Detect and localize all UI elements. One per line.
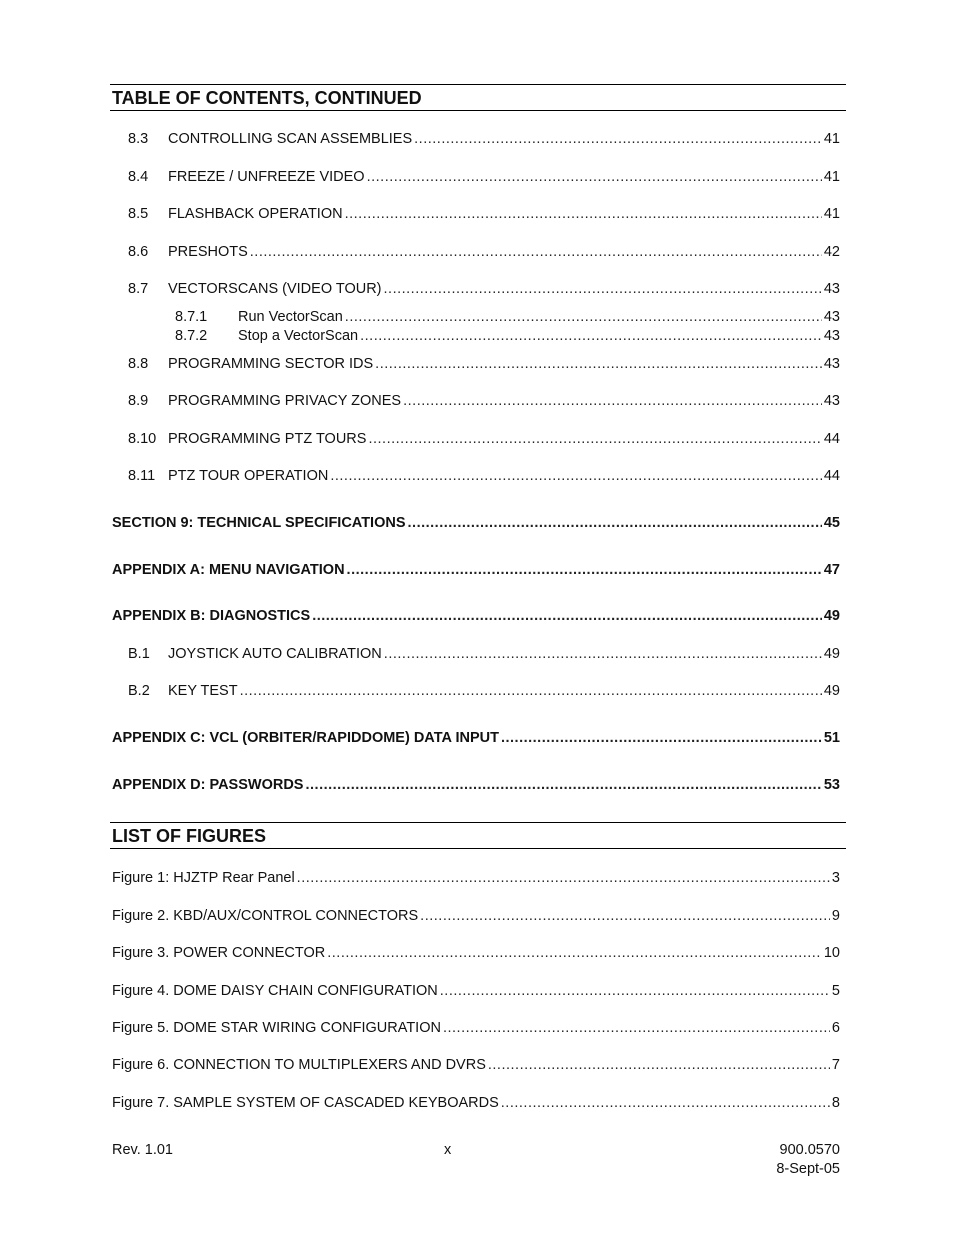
toc-entry-page: 41 xyxy=(823,131,840,147)
figure-entry[interactable] xyxy=(112,1019,840,1037)
toc-entry-label: FLASHBACK OPERATION xyxy=(168,206,343,222)
toc-leader-dots xyxy=(360,328,822,344)
toc-entry-label: KEY TEST xyxy=(168,683,238,699)
figures-header-title: LIST OF FIGURES xyxy=(112,826,267,846)
toc-section-entry[interactable] xyxy=(112,729,840,747)
toc-section-entry[interactable] xyxy=(112,514,840,532)
toc-leader-dots xyxy=(297,869,830,887)
figure-entry[interactable] xyxy=(112,982,840,1000)
toc-entry-number: 8.7.1 xyxy=(175,309,208,325)
toc-entry[interactable] xyxy=(128,130,840,148)
toc-leader-dots xyxy=(501,1094,830,1112)
toc-entry-number: 8.10 xyxy=(128,431,157,447)
figure-entry-label: Figure 4. DOME DAISY CHAIN CONFIGURATION xyxy=(112,983,438,999)
toc-entry-page: 44 xyxy=(823,431,840,447)
figure-entry-label: Figure 3. POWER CONNECTOR xyxy=(112,945,326,961)
toc-entry-label: SECTION 9: TECHNICAL SPECIFICATIONS xyxy=(112,515,406,531)
toc-entry-number: 8.8 xyxy=(128,356,149,372)
toc-entry-page: 49 xyxy=(823,646,840,662)
toc-entry-number: 8.9 xyxy=(128,393,149,409)
figure-entry[interactable] xyxy=(112,1056,840,1074)
toc-entry[interactable] xyxy=(128,645,840,663)
footer-doc-number: 900.0570 xyxy=(779,1142,840,1158)
toc-leader-dots xyxy=(375,355,822,373)
toc-entry-page: 41 xyxy=(823,169,840,185)
toc-entry-page: 41 xyxy=(823,206,840,222)
figure-entry-page: 9 xyxy=(831,908,840,924)
toc-entry-page: 43 xyxy=(823,393,840,409)
toc-entry[interactable] xyxy=(128,430,840,448)
toc-leader-dots xyxy=(347,561,822,579)
toc-leader-dots xyxy=(440,982,830,1000)
toc-leader-dots xyxy=(345,309,822,325)
toc-entry-label: PTZ TOUR OPERATION xyxy=(168,468,329,484)
toc-entry-page: 43 xyxy=(823,356,840,372)
toc-entry-page: 44 xyxy=(823,468,840,484)
figure-entry-label: Figure 1: HJZTP Rear Panel xyxy=(112,870,295,886)
footer-revision: Rev. 1.01 xyxy=(112,1142,173,1158)
toc-entry-label: APPENDIX D: PASSWORDS xyxy=(112,777,304,793)
figure-entry-page: 10 xyxy=(823,945,840,961)
toc-entry-page: 49 xyxy=(823,608,840,624)
toc-entry[interactable] xyxy=(128,168,840,186)
toc-entry[interactable] xyxy=(128,243,840,261)
figure-entry[interactable] xyxy=(112,944,840,962)
toc-entry-number: 8.7.2 xyxy=(175,328,208,344)
toc-leader-dots xyxy=(501,729,822,747)
toc-entry-number: 8.7 xyxy=(128,281,149,297)
figure-entry-label: Figure 7. SAMPLE SYSTEM OF CASCADED KEYBOARDS xyxy=(112,1095,499,1111)
toc-entry-label: APPENDIX C: VCL (ORBITER/RAPIDDOME) DATA INPUT xyxy=(112,730,499,746)
toc-entry[interactable] xyxy=(128,280,840,298)
toc-entry-label: VECTORSCANS (VIDEO TOUR) xyxy=(168,281,382,297)
toc-leader-dots xyxy=(250,243,822,261)
toc-leader-dots xyxy=(403,392,822,410)
toc-entry-page: 43 xyxy=(823,328,840,344)
figures-header xyxy=(110,822,846,849)
toc-leader-dots xyxy=(384,645,822,663)
toc-section-entry[interactable] xyxy=(112,776,840,794)
toc-entry-page: 42 xyxy=(823,244,840,260)
toc-entry-page: 51 xyxy=(823,730,840,746)
toc-leader-dots xyxy=(327,944,822,962)
toc-entry-number: 8.11 xyxy=(128,468,156,484)
figure-entry[interactable] xyxy=(112,1094,840,1112)
toc-entry[interactable] xyxy=(128,392,840,410)
toc-entry-label: CONTROLLING SCAN ASSEMBLIES xyxy=(168,131,413,147)
toc-entry-label: PRESHOTS xyxy=(168,244,248,260)
figure-entry-page: 5 xyxy=(831,983,840,999)
toc-entry-number: 8.5 xyxy=(128,206,149,222)
toc-leader-dots xyxy=(345,205,822,223)
toc-entry-number: 8.4 xyxy=(128,169,149,185)
toc-entry-page: 53 xyxy=(823,777,840,793)
toc-header-title: TABLE OF CONTENTS, CONTINUED xyxy=(112,88,422,108)
toc-leader-dots xyxy=(330,467,822,485)
toc-leader-dots xyxy=(240,682,822,700)
toc-entry-page: 47 xyxy=(823,562,840,578)
toc-entry-label: Stop a VectorScan xyxy=(238,328,359,344)
toc-header xyxy=(110,84,846,111)
toc-entry-number: B.1 xyxy=(128,646,150,662)
toc-section-entry[interactable] xyxy=(112,561,840,579)
toc-leader-dots xyxy=(312,607,822,625)
toc-leader-dots xyxy=(384,280,822,298)
toc-entry-label: FREEZE / UNFREEZE VIDEO xyxy=(168,169,365,185)
footer-page-number: x xyxy=(444,1142,452,1158)
toc-entry-label: APPENDIX A: MENU NAVIGATION xyxy=(112,562,345,578)
toc-leader-dots xyxy=(305,776,821,794)
toc-entry-label: APPENDIX B: DIAGNOSTICS xyxy=(112,608,311,624)
toc-entry-page: 43 xyxy=(823,281,840,297)
toc-entry-label: PROGRAMMING PRIVACY ZONES xyxy=(168,393,402,409)
figure-entry[interactable] xyxy=(112,907,840,925)
toc-leader-dots xyxy=(414,130,822,148)
toc-entry-page: 49 xyxy=(823,683,840,699)
toc-leader-dots xyxy=(420,907,830,925)
toc-entry-number: B.2 xyxy=(128,683,150,699)
toc-leader-dots xyxy=(368,430,821,448)
figure-entry-page: 3 xyxy=(831,870,840,886)
figure-entry-label: Figure 2. KBD/AUX/CONTROL CONNECTORS xyxy=(112,908,419,924)
figure-entry-page: 7 xyxy=(831,1057,840,1073)
toc-entry[interactable] xyxy=(128,355,840,373)
toc-leader-dots xyxy=(408,514,822,532)
toc-subentry[interactable] xyxy=(175,309,840,325)
toc-section-entry[interactable] xyxy=(112,607,840,625)
toc-entry[interactable] xyxy=(128,467,840,485)
toc-entry-page: 43 xyxy=(823,309,840,325)
toc-entry-number: 8.3 xyxy=(128,131,149,147)
toc-leader-dots xyxy=(443,1019,830,1037)
toc-entry-page: 45 xyxy=(823,515,840,531)
toc-entry-label: PROGRAMMING SECTOR IDS xyxy=(168,356,374,372)
figure-entry-page: 6 xyxy=(831,1020,840,1036)
toc-subentry[interactable] xyxy=(175,328,840,344)
toc-entry-number: 8.6 xyxy=(128,244,149,260)
footer-date: 8-Sept-05 xyxy=(776,1161,840,1177)
toc-entry-label: Run VectorScan xyxy=(238,309,343,325)
toc-entry[interactable] xyxy=(128,205,840,223)
figure-entry-label: Figure 6. CONNECTION TO MULTIPLEXERS AND DVRS xyxy=(112,1057,486,1073)
toc-leader-dots xyxy=(367,168,822,186)
toc-leader-dots xyxy=(488,1056,830,1074)
toc-entry[interactable] xyxy=(128,682,840,700)
figure-entry-page: 8 xyxy=(831,1095,840,1111)
toc-entry-label: PROGRAMMING PTZ TOURS xyxy=(168,431,367,447)
figure-entry-label: Figure 5. DOME STAR WIRING CONFIGURATION xyxy=(112,1020,441,1036)
figure-entry[interactable] xyxy=(112,869,840,887)
toc-entry-label: JOYSTICK AUTO CALIBRATION xyxy=(168,646,382,662)
